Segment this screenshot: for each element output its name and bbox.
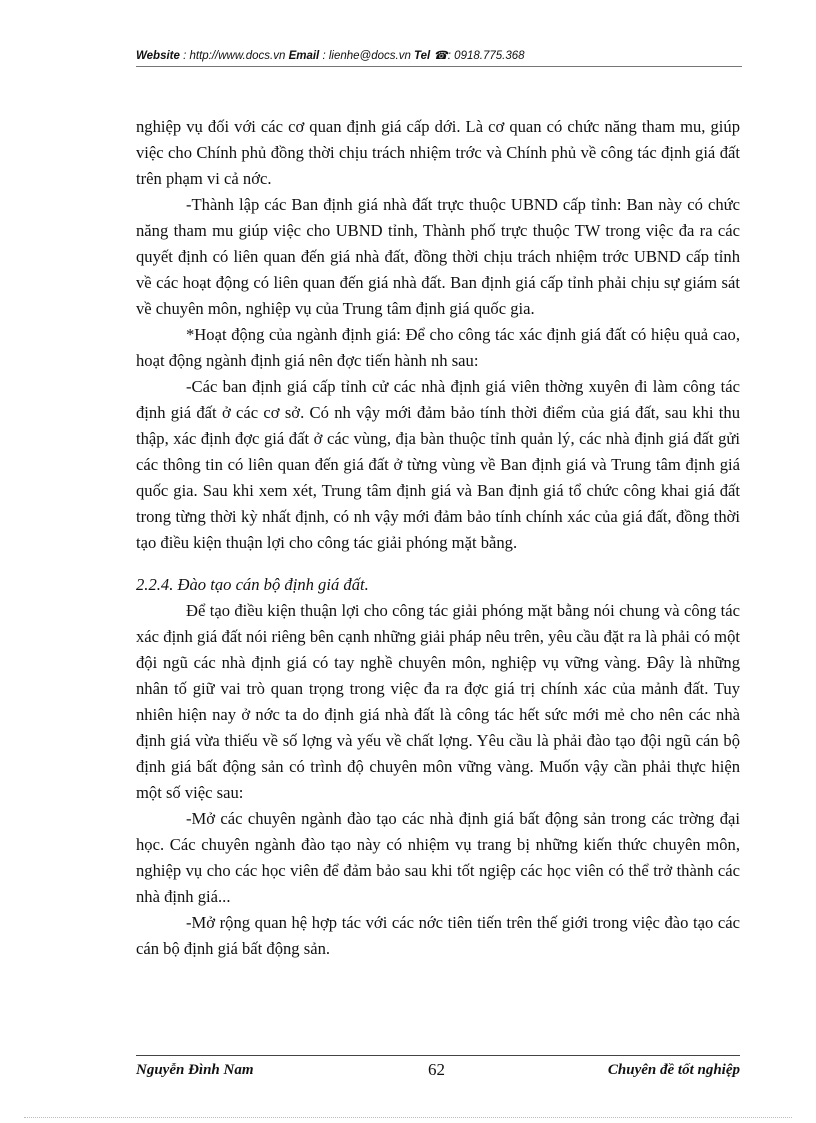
footer-author: Nguyễn Đình Nam bbox=[136, 1062, 254, 1078]
phone-icon: ☎ bbox=[433, 50, 448, 62]
email-label: Email bbox=[288, 50, 320, 62]
email-address: : lienhe@docs.vn bbox=[322, 50, 411, 62]
page-footer bbox=[136, 1060, 740, 1084]
paragraph-6: -Mở các chuyên ngành đào tạo các nhà định giá bất động sản trong các trờng đại học. Các chuyên ngành đào tạo này có nhiệm vụ trang bị những kiến thức chuyên môn, nghiệp vụ cho các học viên để đảm bảo sau khi tốt ngiệp các học viên có thể trở thành các nhà định giá... bbox=[136, 809, 740, 906]
page-number: 62 bbox=[428, 1060, 445, 1079]
paragraph-1: nghiệp vụ đối với các cơ quan định giá cấp dới. Là cơ quan có chức năng tham mu, giúp việc cho Chính phủ đồng thời chịu trách nhiệm trớc và Chính phủ về công tác định giá đất trên phạm vi cả nớc. bbox=[136, 117, 740, 188]
website-label: Website bbox=[136, 50, 180, 62]
paragraph-2: -Thành lập các Ban định giá nhà đất trực thuộc UBND cấp tỉnh: Ban này có chức năng tham mu giúp việc cho UBND tỉnh, Thành phố trực thuộc TW trong việc đa ra các quyết định có liên quan đến giá nhà đất, đồng thời chịu trách nhiệm trớc UBND cấp tỉnh về các hoạt động có liên quan đến giá nhà đất. Ban định giá cấp tỉnh phải chịu sự giám sát về chuyên môn, nghiệp vụ của Trung tâm định giá quốc gia. bbox=[136, 195, 740, 318]
body-text bbox=[136, 114, 740, 962]
paragraph-3: *Hoạt động của ngành định giá: Để cho công tác xác định giá đất có hiệu quả cao, hoạt động ngành định giá nên đợc tiến hành nh sau: bbox=[136, 325, 740, 370]
footer-divider bbox=[136, 1055, 740, 1056]
tel-label: Tel bbox=[414, 50, 431, 62]
paragraph-4: -Các ban định giá cấp tỉnh cử các nhà định giá viên thờng xuyên đi làm công tác định giá đất ở các cơ sở. Có nh vậy mới đảm bảo tính thời điểm của giá đất, sau khi thu thập, xác định đợc giá đất ở các vùng, địa bàn thuộc tỉnh quản lý, các nhà định giá đất gửi các thông tin có liên quan đến giá đất ở từng vùng về Ban định giá và Trung tâm định giá quốc gia. Sau khi xem xét, Trung tâm định giá và Ban định giá tổ chức công khai giá đất trong từng thời kỳ nhất định, có nh vậy mới đảm bảo tính chính xác của giá đất, đồng thời tạo điều kiện thuận lợi cho công tác giải phóng mặt bằng. bbox=[136, 377, 740, 552]
website-url: : http://www.docs.vn bbox=[183, 50, 286, 62]
paragraph-7: -Mở rộng quan hệ hợp tác với các nớc tiên tiến trên thế giới trong việc đào tạo các cán bộ định giá bất động sản. bbox=[136, 913, 740, 958]
page-header bbox=[136, 48, 742, 67]
paragraph-5: Để tạo điều kiện thuận lợi cho công tác giải phóng mặt bằng nói chung và công tác xác định giá đất nói riêng bên cạnh những giải pháp nêu trên, yêu cầu đặt ra là phải có một đội ngũ các nhà định giá có tay nghề chuyên môn, nghiệp vụ vững vàng. Đây là những nhân tố giữ vai trò quan trọng trong việc đa ra đợc giá trị chính xác của mảnh đất. Tuy nhiên hiện nay ở nớc ta do định giá nhà đất là công tác hết sức mới mẻ cho nên các nhà định giá vừa thiếu về số lợng và yếu về chất lợng. Yêu cầu là phải đào tạo đội ngũ cán bộ định giá bất động sản có trình độ chuyên môn vững vàng. Muốn vậy cần phải thực hiện một số việc sau: bbox=[136, 601, 740, 802]
section-heading: 2.2.4. Đào tạo cán bộ định giá đất. bbox=[136, 575, 369, 594]
tel-number: : 0918.775.368 bbox=[447, 50, 525, 62]
footer-title: Chuyên đề tốt nghiệp bbox=[607, 1062, 740, 1078]
bottom-dotted-rule bbox=[24, 1117, 792, 1118]
